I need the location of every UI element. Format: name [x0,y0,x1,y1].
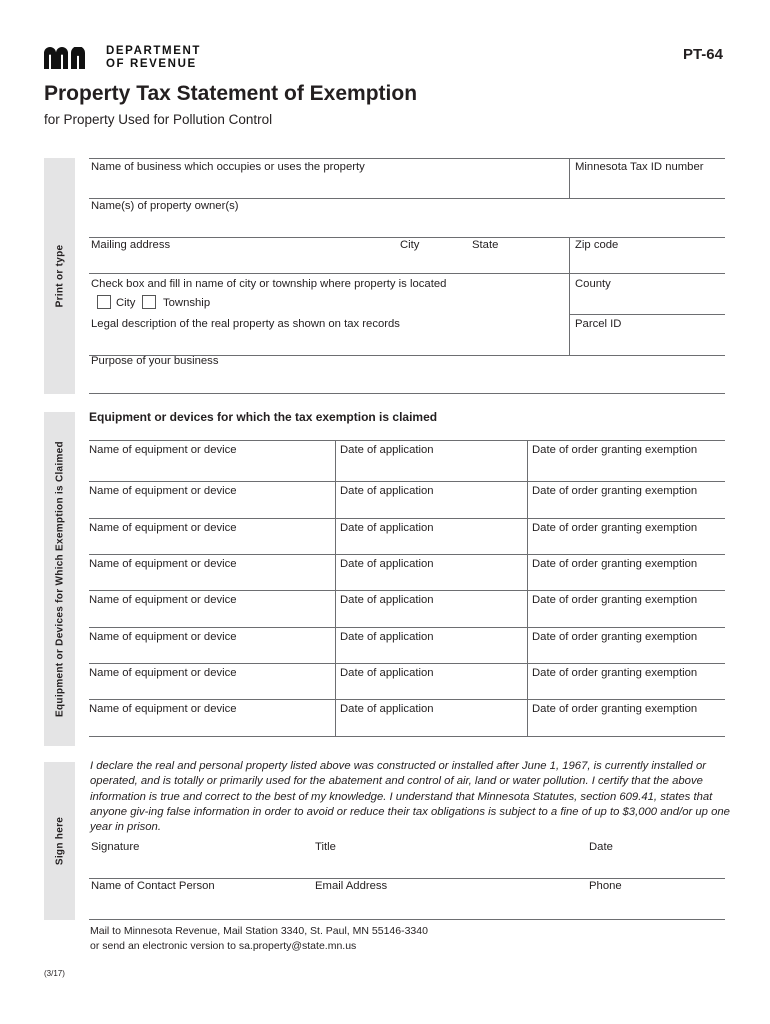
sidebar-print-label: Print or type [54,244,65,308]
phone-field[interactable]: Phone [589,880,622,892]
city-checkbox[interactable] [97,295,111,309]
owners-field[interactable]: Name(s) of property owner(s) [91,200,239,212]
page-subtitle: for Property Used for Pollution Control [44,112,273,127]
date-of-application-field[interactable]: Date of application [340,485,434,497]
equipment-name-field[interactable]: Name of equipment or device [89,444,237,456]
equipment-name-field[interactable]: Name of equipment or device [89,558,237,570]
equipment-name-field[interactable]: Name of equipment or device [89,522,237,534]
logo-text [106,45,201,70]
declaration-text: I declare the real and personal property listed above was constructed or installed after June 1, 1967, is currently installed or operated, and is totally or primarily used for the abatement and control of air, land or water pollution. I certify that the above information is true and correct to the best of my knowledge. I understand that Minnesota Statutes, section 609.41, states that anyone giv-ing false information in order to avoid or reduce their tax obligations is subject to a fine of up to $3,000 and/or up one year in prison. [90,760,730,834]
equipment-column-divider [527,699,528,736]
equipment-row-divider [89,590,725,591]
legal-description-field[interactable]: Legal description of the real property as shown on tax records [91,318,400,330]
equipment-column-divider [527,481,528,518]
sidebar-sign-label: Sign here [54,816,65,866]
township-checkbox-label: Township [163,297,211,309]
mail-address-line: Mail to Minnesota Revenue, Mail Station 3340, St. Paul, MN 55146-3340 [90,925,428,937]
equipment-row-divider [89,663,725,664]
equipment-column-divider [527,663,528,699]
date-of-application-field[interactable]: Date of application [340,444,434,456]
equipment-row-divider [89,736,725,737]
date-of-application-field[interactable]: Date of application [340,558,434,570]
location-instruction: Check box and fill in name of city or township where property is located [91,278,447,290]
equipment-column-divider [335,481,336,518]
equipment-column-divider [335,518,336,554]
equipment-row-divider [89,518,725,519]
date-of-application-field[interactable]: Date of application [340,522,434,534]
form-number: PT-64 [682,46,723,63]
city-field[interactable]: City [400,239,420,251]
sidebar-print [44,158,75,394]
equipment-name-field[interactable]: Name of equipment or device [89,703,237,715]
electronic-submission-line: or send an electronic version to sa.property@state.mn.us [90,940,357,952]
equipment-column-divider [527,440,528,481]
revision-date: (3/17) [44,969,65,978]
equipment-column-divider [527,554,528,590]
date-of-order-field[interactable]: Date of order granting exemption [532,522,698,534]
sidebar-equipment [44,412,75,746]
equipment-column-divider [335,699,336,736]
department-logo [44,44,214,72]
signature-field[interactable]: Signature [91,841,140,853]
equipment-name-field[interactable]: Name of equipment or device [89,485,237,497]
equipment-column-divider [335,554,336,590]
equipment-column-divider [335,440,336,481]
purpose-field[interactable]: Purpose of your business [91,355,219,367]
date-of-order-field[interactable]: Date of order granting exemption [532,631,698,643]
page-title: Property Tax Statement of Exemption [44,82,418,105]
equipment-column-divider [527,627,528,663]
zip-field[interactable]: Zip code [575,239,619,251]
sidebar-equipment-label: Equipment or Devices for Which Exemption is Claimed [54,441,65,717]
mailing-address-field[interactable]: Mailing address [91,239,171,251]
equipment-section-title: Equipment or devices for which the tax exemption is claimed [89,410,438,424]
equipment-row-divider [89,627,725,628]
equipment-row-divider [89,481,725,482]
logo-line-2: OF REVENUE [106,57,197,70]
mn-logo-icon [44,47,100,69]
date-of-application-field[interactable]: Date of application [340,594,434,606]
equipment-column-divider [527,590,528,627]
county-field[interactable]: County [575,278,611,290]
logo-line-1: DEPARTMENT [106,45,202,57]
sidebar-sign [44,762,75,920]
equipment-column-divider [527,518,528,554]
equipment-row-divider [89,699,725,700]
city-checkbox-label: City [116,297,136,309]
date-field[interactable]: Date [589,841,613,853]
equipment-column-divider [335,627,336,663]
parcel-id-field[interactable]: Parcel ID [575,318,622,330]
tax-id-field[interactable]: Minnesota Tax ID number [575,161,704,173]
date-of-order-field[interactable]: Date of order granting exemption [532,558,698,570]
date-of-order-field[interactable]: Date of order granting exemption [532,703,698,715]
business-name-field[interactable]: Name of business which occupies or uses the property [91,161,365,173]
date-of-application-field[interactable]: Date of application [340,631,434,643]
date-of-order-field[interactable]: Date of order granting exemption [532,485,698,497]
equipment-row-divider [89,554,725,555]
email-field[interactable]: Email Address [315,880,388,892]
equipment-name-field[interactable]: Name of equipment or device [89,667,237,679]
date-of-application-field[interactable]: Date of application [340,667,434,679]
township-checkbox[interactable] [142,295,156,309]
equipment-column-divider [335,590,336,627]
equipment-name-field[interactable]: Name of equipment or device [89,631,237,643]
contact-person-field[interactable]: Name of Contact Person [91,880,215,892]
date-of-order-field[interactable]: Date of order granting exemption [532,667,698,679]
equipment-column-divider [335,663,336,699]
title-field[interactable]: Title [315,841,336,853]
date-of-order-field[interactable]: Date of order granting exemption [532,444,698,456]
date-of-application-field[interactable]: Date of application [340,703,434,715]
date-of-order-field[interactable]: Date of order granting exemption [532,594,698,606]
state-field[interactable]: State [472,239,499,251]
equipment-name-field[interactable]: Name of equipment or device [89,594,237,606]
equipment-row-divider [89,440,725,441]
